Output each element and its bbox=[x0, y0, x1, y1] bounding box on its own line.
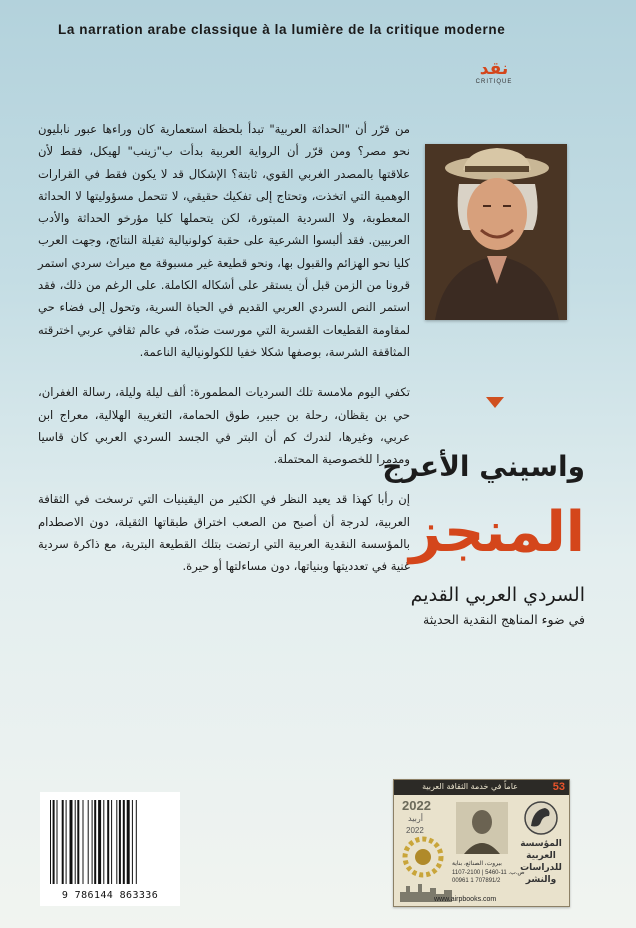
series-tagline: La narration arabe classique à la lumière de la critique moderne bbox=[58, 22, 506, 37]
stamp-strip-text: عاماً في خدمة الثقافة العربية bbox=[422, 782, 518, 791]
stamp-publisher-name: المؤسسة العربية للدراسات والنشر bbox=[520, 839, 562, 885]
author-name: واسيني الأعرج bbox=[382, 450, 585, 483]
book-subtitle: السردي العربي القديم bbox=[410, 584, 585, 606]
isbn-number: 9 786144 863336 bbox=[61, 890, 159, 901]
horse-emblem-icon bbox=[519, 800, 563, 836]
stamp-year: 2022 bbox=[402, 798, 431, 813]
author-portrait-illustration bbox=[425, 144, 567, 320]
stamp-anniversary-number: 53 bbox=[552, 781, 565, 793]
stamp-info-line-3: 00961 1 707891/2 bbox=[452, 878, 501, 884]
publisher-logo-subtitle: CRITIQUE bbox=[475, 79, 513, 85]
publisher-logo-mark: نقد bbox=[479, 59, 509, 79]
barcode-bars-icon bbox=[48, 800, 172, 884]
stamp-event-year: 2022 bbox=[406, 826, 424, 835]
author-photo bbox=[425, 144, 567, 320]
sunflower-emblem-icon bbox=[402, 836, 444, 878]
publisher-logo bbox=[468, 60, 520, 85]
blurb-paragraph-2: تكفي اليوم ملامسة تلك السرديات المطمورة: ألف ليلة وليلة، رسالة الغفران، حي بن يقظان، رحلة بن جبير، طوق الحمامة، التغريبة الهلالية، معراج ابن عربي، وغيرها، لندرك كم أن البتر في الجسد السردي العربي كان قاسيا ومدمرا للخصوصية المحتملة. bbox=[38, 385, 410, 467]
isbn-barcode bbox=[40, 792, 180, 906]
book-title: المنجز bbox=[409, 500, 585, 565]
portrait-medallion-icon bbox=[456, 802, 508, 854]
publisher-stamp bbox=[393, 779, 570, 907]
blurb-paragraph-3: إن رأبا كهذا قد يعيد النظر في الكثير من اليقينيات التي ترسخت في الثقافة العربية، لدرجة أن أصبح من الصعب اختراق طبقاتها الثقيلة، دون الاصطدام بالمؤسسة النقدية العربية التي ارتضت بتلك القطيعة البترية، مع ذاكرة سردية غنية في تعدديتها وبنياتها، دون مساءلتها أو حيرة. bbox=[38, 492, 410, 574]
stamp-info-line-2: ص.ب. 11-5460 | 2100-1107 bbox=[452, 870, 525, 876]
back-cover-blurb bbox=[38, 118, 410, 578]
book-subtitle-secondary: في ضوء المناهج النقدية الحديثة bbox=[423, 612, 585, 627]
stamp-event-label: أربيد bbox=[408, 814, 423, 823]
publisher-website: www.airpbooks.com bbox=[434, 896, 497, 903]
triangle-marker-icon bbox=[486, 397, 504, 408]
blurb-paragraph-1: من قرّر أن "الحداثة العربية" تبدأ بلحظة استعمارية كان وراءها عبور نابليون نحو مصر؟ ومن قرّر أن الرواية العربية بدأت ب"زينب" لهيكل، فقط لأن علاقتها بالمصدر الغربي القوي، ثابتة؟ الإشكال قد لا يكون فقط في القرارات الوهمية التي اتخذت، وتحتاج إلى تفكيك حقيقي، لا تتحمل مسؤوليتها لا الحداثة المعطوبة، ولا السردية المبتورة، لكن يتحملها كليا مؤرخو الحداثة والأدب العربيين. فقد ألبسوا الشرعية على حقبة كولونيالية ثقيلة النتائج، وجهت العرب كليا نحو الهزائم والقبول بها، ونحو قطيعة غير مسبوقة مع ميراث سردي استمر قرونا من الزمن قبل أن يستقر على أشكاله الكاملة. على الرغم من ذلك، فقد استمر النص السردي العربي القديم في الحياة السرية، وتحول إلى فضاء حي لمقاومة القطيعات القسرية التي مورست ضدّه، في عالم ثقافي عربي اخترقته المثاقفة الشرسة، بوصفها شكلا خفيا للكولونيالية الناعمة. bbox=[38, 122, 410, 359]
stamp-info-line-1: بيروت، الصنائع، بناية bbox=[452, 861, 502, 867]
